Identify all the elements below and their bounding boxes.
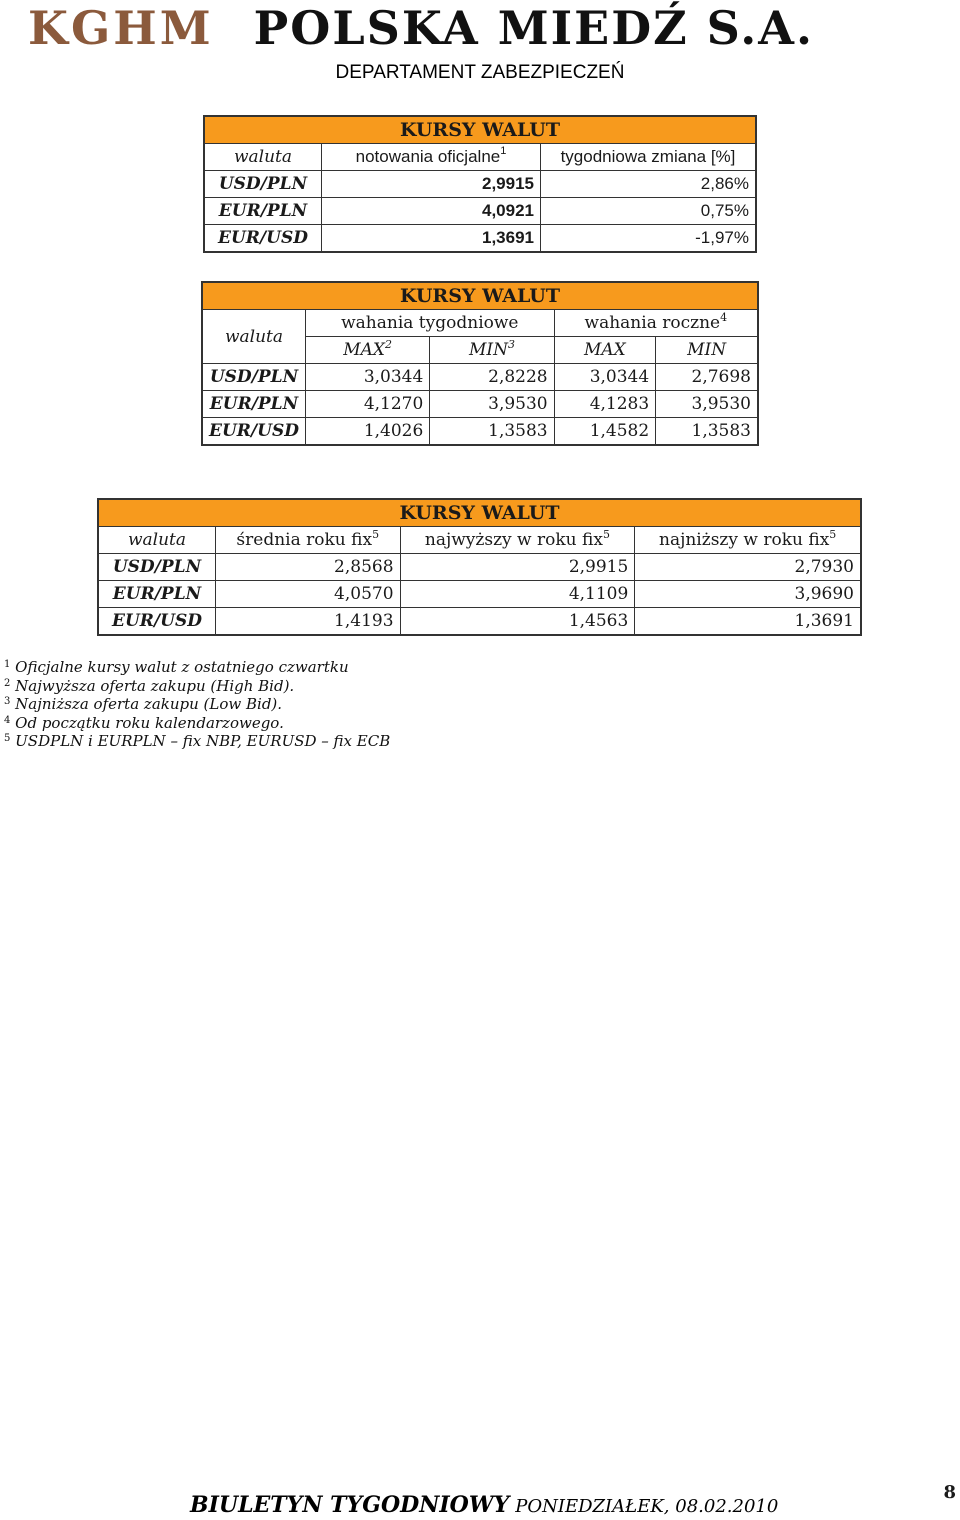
lowest-cell: 3,9690 bbox=[635, 581, 861, 608]
col-header-currency: waluta bbox=[204, 144, 322, 171]
table-row bbox=[204, 171, 756, 198]
weekly-change-cell: 0,75% bbox=[541, 198, 757, 225]
department-name: DEPARTAMENT ZABEZPIECZEŃ bbox=[335, 62, 625, 83]
bulletin-title: BIULETYN TYGODNIOWY bbox=[190, 1492, 510, 1518]
official-rate-cell: 4,0921 bbox=[322, 198, 541, 225]
footnote: $^2$ Najwyższa oferta zakupu (High Bid). bbox=[4, 676, 295, 695]
average-cell: 4,0570 bbox=[216, 581, 401, 608]
footnote: $^4$ Od początku roku kalendarzowego. bbox=[4, 713, 284, 732]
weekly-max-cell: 4,1270 bbox=[305, 391, 429, 418]
yearly-min-cell: 3,9530 bbox=[656, 391, 758, 418]
currency-cell: EUR/USD bbox=[204, 225, 322, 253]
company-logo bbox=[28, 2, 938, 54]
col-header-official: notowania oficjalne$^1$ bbox=[322, 144, 541, 171]
yearly-fix-table bbox=[97, 498, 862, 636]
highest-cell: 4,1109 bbox=[400, 581, 635, 608]
sub-header-weekly-max: MAX$^2$ bbox=[305, 337, 429, 364]
fluctuation-table bbox=[201, 281, 759, 446]
weekly-max-cell: 1,4026 bbox=[305, 418, 429, 446]
logo-kghm: KGHM bbox=[28, 1, 214, 55]
table-row bbox=[98, 581, 861, 608]
currency-cell: USD/PLN bbox=[204, 171, 322, 198]
currency-cell: EUR/PLN bbox=[204, 198, 322, 225]
table-title: KURSY WALUT bbox=[98, 499, 861, 527]
logo-company-name: POLSKA MIEDŹ S.A. bbox=[253, 1, 814, 55]
table-row bbox=[204, 225, 756, 253]
official-rate-cell: 1,3691 bbox=[322, 225, 541, 253]
currency-cell: EUR/USD bbox=[98, 608, 216, 636]
group-header-weekly: wahania tygodniowe bbox=[305, 310, 554, 337]
sub-header-yearly-max: MAX bbox=[554, 337, 656, 364]
average-cell: 2,8568 bbox=[216, 554, 401, 581]
col-header-weekly-change: tygodniowa zmiana [%] bbox=[541, 144, 757, 171]
col-header-average: średnia roku fix$^5$ bbox=[216, 527, 401, 554]
footnote: $^1$ Oficjalne kursy walut z ostatniego czwartku bbox=[4, 658, 349, 676]
footnotes bbox=[4, 658, 390, 751]
group-header-yearly: wahania roczne$^4$ bbox=[554, 310, 758, 337]
footnote: $^5$ USDPLN i EURPLN – fix NBP, EURUSD – fix ECB bbox=[4, 732, 391, 750]
table-row bbox=[202, 418, 758, 446]
table-row bbox=[98, 554, 861, 581]
yearly-max-cell: 1,4582 bbox=[554, 418, 656, 446]
sub-header-yearly-min: MIN bbox=[656, 337, 758, 364]
yearly-max-cell: 4,1283 bbox=[554, 391, 656, 418]
currency-cell: USD/PLN bbox=[98, 554, 216, 581]
highest-cell: 1,4563 bbox=[400, 608, 635, 636]
highest-cell: 2,9915 bbox=[400, 554, 635, 581]
footnote: $^3$ Najniższa oferta zakupu (Low Bid). bbox=[4, 695, 283, 713]
col-header-currency: waluta bbox=[202, 310, 305, 364]
weekly-change-cell: 2,86% bbox=[541, 171, 757, 198]
col-header-highest: najwyższy w roku fix$^5$ bbox=[400, 527, 635, 554]
table-row bbox=[202, 391, 758, 418]
table-row bbox=[202, 364, 758, 391]
currency-cell: USD/PLN bbox=[202, 364, 305, 391]
official-rate-cell: 2,9915 bbox=[322, 171, 541, 198]
page-number: 8 bbox=[943, 1482, 956, 1503]
weekly-min-cell: 2,8228 bbox=[430, 364, 554, 391]
table-title: KURSY WALUT bbox=[202, 282, 758, 310]
yearly-min-cell: 1,3583 bbox=[656, 418, 758, 446]
table-title: KURSY WALUT bbox=[204, 116, 756, 144]
weekly-min-cell: 3,9530 bbox=[430, 391, 554, 418]
table-row bbox=[204, 198, 756, 225]
official-rates-table bbox=[203, 115, 757, 253]
currency-cell: EUR/PLN bbox=[98, 581, 216, 608]
weekly-min-cell: 1,3583 bbox=[430, 418, 554, 446]
page-footer bbox=[190, 1492, 778, 1518]
lowest-cell: 2,7930 bbox=[635, 554, 861, 581]
col-header-lowest: najniższy w roku fix$^5$ bbox=[635, 527, 861, 554]
weekly-max-cell: 3,0344 bbox=[305, 364, 429, 391]
currency-cell: EUR/PLN bbox=[202, 391, 305, 418]
currency-cell: EUR/USD bbox=[202, 418, 305, 446]
average-cell: 1,4193 bbox=[216, 608, 401, 636]
sub-header-weekly-min: MIN$^3$ bbox=[430, 337, 554, 364]
table-row bbox=[98, 608, 861, 636]
weekly-change-cell: -1,97% bbox=[541, 225, 757, 253]
lowest-cell: 1,3691 bbox=[635, 608, 861, 636]
bulletin-date: PONIEDZIAŁEK, 08.02.2010 bbox=[515, 1496, 779, 1517]
yearly-max-cell: 3,0344 bbox=[554, 364, 656, 391]
col-header-currency: waluta bbox=[98, 527, 216, 554]
yearly-min-cell: 2,7698 bbox=[656, 364, 758, 391]
